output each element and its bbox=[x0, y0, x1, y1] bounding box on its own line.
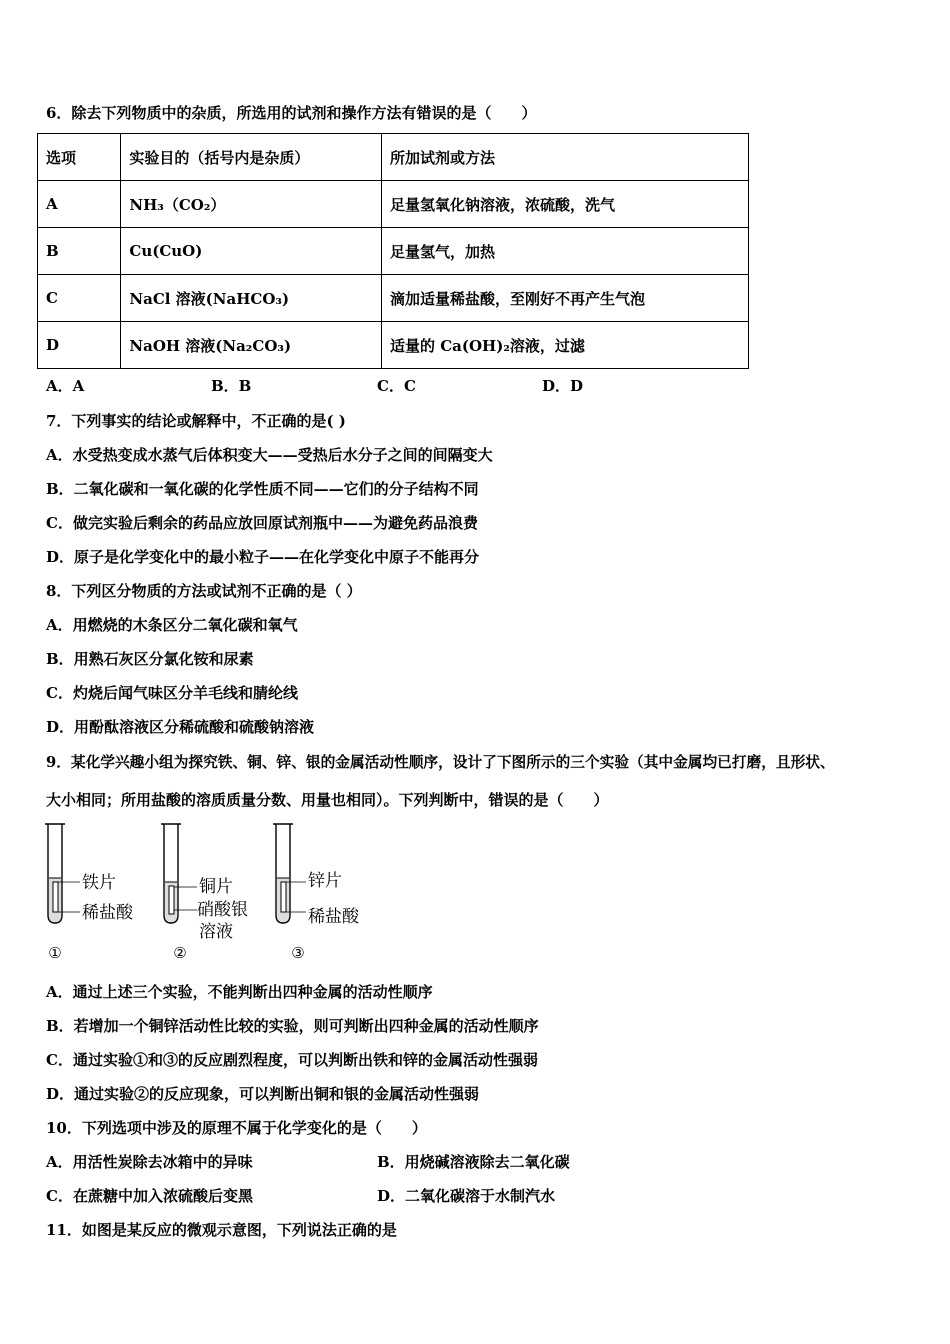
tube3-metal-label: 锌片 bbox=[308, 871, 342, 891]
table-row bbox=[38, 275, 749, 322]
q9-option-d: D．通过实验②的反应现象，可以判断出铜和银的金属活动性强弱 bbox=[46, 1085, 480, 1103]
tube2-liquid-label-2: 溶液 bbox=[199, 922, 233, 942]
table-header-cell: 选项 bbox=[38, 134, 121, 181]
table-cell-option: D bbox=[38, 322, 121, 369]
table-header-cell: 所加试剂或方法 bbox=[382, 134, 749, 181]
choice-d: D．D bbox=[542, 377, 584, 395]
q10-option-d: D．二氧化碳溶于水制汽水 bbox=[377, 1187, 556, 1205]
q8-option-c: C．灼烧后闻气味区分羊毛线和腈纶线 bbox=[46, 684, 298, 702]
table-header-cell: 实验目的（括号内是杂质） bbox=[121, 134, 382, 181]
q9-option-c: C．通过实验①和③的反应剧烈程度，可以判断出铁和锌的金属活动性强弱 bbox=[46, 1051, 538, 1069]
tube3-number: ③ bbox=[291, 944, 305, 962]
table-header-row bbox=[38, 134, 749, 181]
q9-stem-line1: 9．某化学兴趣小组为探究铁、铜、锌、银的金属活动性顺序，设计了下图所示的三个实验（其中金属均已打磨，且形状、 bbox=[46, 754, 835, 771]
test-tube-3 bbox=[273, 824, 360, 962]
q7-option-d: D．原子是化学变化中的最小粒子——在化学变化中原子不能再分 bbox=[46, 548, 480, 566]
q7-option-b: B．二氧化碳和一氧化碳的化学性质不同——它们的分子结构不同 bbox=[46, 480, 479, 498]
choice-b: B．B bbox=[211, 377, 252, 395]
tube3-liquid-label: 稀盐酸 bbox=[308, 907, 359, 927]
q10-options-row2 bbox=[46, 1185, 555, 1206]
q10-stem: 10．下列选项中涉及的原理不属于化学变化的是（ ） bbox=[46, 1119, 427, 1137]
q10-option-b: B．用烧碱溶液除去二氧化碳 bbox=[377, 1153, 570, 1171]
q6-stem: 6．除去下列物质中的杂质，所选用的试剂和操作方法有错误的是（ ） bbox=[46, 104, 537, 122]
q8-option-b: B．用熟石灰区分氯化铵和尿素 bbox=[46, 650, 254, 668]
table-cell-method: 足量氢氧化钠溶液，浓硫酸，洗气 bbox=[382, 181, 749, 228]
q8-option-a: A．用燃烧的木条区分二氧化碳和氧气 bbox=[46, 616, 298, 634]
table-cell-option: C bbox=[38, 275, 121, 322]
table-cell-method: 适量的 Ca(OH)₂溶液，过滤 bbox=[382, 322, 749, 369]
q10-options-row1 bbox=[46, 1151, 570, 1172]
choice-c: C．C bbox=[377, 377, 416, 395]
tube1-liquid-label: 稀盐酸 bbox=[82, 903, 133, 923]
tube2-liquid-label-1: 硝酸银 bbox=[197, 900, 248, 920]
q9-stem-line2: 大小相同；所用盐酸的溶质质量分数、用量也相同）。下列判断中，错误的是（ ） bbox=[46, 791, 609, 809]
q8-stem: 8．下列区分物质的方法或试剂不正确的是（ ） bbox=[46, 582, 362, 600]
table-cell-method: 足量氢气，加热 bbox=[382, 228, 749, 275]
table-row bbox=[38, 228, 749, 275]
table-cell-goal: NaOH 溶液(Na₂CO₃) bbox=[121, 322, 382, 369]
q9-option-b: B．若增加一个铜锌活动性比较的实验，则可判断出四种金属的活动性顺序 bbox=[46, 1017, 539, 1035]
q11-stem: 11．如图是某反应的微观示意图，下列说法正确的是 bbox=[46, 1221, 397, 1239]
q6-table bbox=[37, 133, 749, 369]
q8-option-d: D．用酚酞溶液区分稀硫酸和硫酸钠溶液 bbox=[46, 718, 315, 736]
q7-stem: 7．下列事实的结论或解释中，不正确的是( ) bbox=[46, 412, 346, 430]
choice-a: A．A bbox=[46, 377, 85, 395]
table-cell-goal: Cu(CuO) bbox=[121, 228, 382, 275]
tube1-metal-label: 铁片 bbox=[82, 873, 116, 893]
test-tube-1 bbox=[45, 824, 134, 962]
q7-option-c: C．做完实验后剩余的药品应放回原试剂瓶中——为避免药品浪费 bbox=[46, 514, 478, 532]
tube2-number: ② bbox=[173, 944, 187, 962]
table-cell-method: 滴加适量稀盐酸，至刚好不再产生气泡 bbox=[382, 275, 749, 322]
test-tube-figure bbox=[40, 820, 380, 965]
q9-option-a: A．通过上述三个实验，不能判断出四种金属的活动性顺序 bbox=[46, 983, 433, 1001]
q10-option-a: A．用活性炭除去冰箱中的异味 bbox=[46, 1153, 253, 1171]
q7-option-a: A．水受热变成水蒸气后体积变大——受热后水分子之间的间隔变大 bbox=[46, 446, 493, 464]
table-cell-option: B bbox=[38, 228, 121, 275]
table-cell-goal: NH₃（CO₂） bbox=[121, 181, 382, 228]
tube1-number: ① bbox=[48, 944, 62, 962]
q6-choices bbox=[46, 375, 583, 396]
q10-option-c: C．在蔗糖中加入浓硫酸后变黑 bbox=[46, 1187, 253, 1205]
table-cell-goal: NaCl 溶液(NaHCO₃) bbox=[121, 275, 382, 322]
test-tube-2 bbox=[161, 824, 248, 962]
table-row bbox=[38, 181, 749, 228]
table-row bbox=[38, 322, 749, 369]
tube2-metal-label: 铜片 bbox=[199, 877, 233, 897]
table-cell-option: A bbox=[38, 181, 121, 228]
